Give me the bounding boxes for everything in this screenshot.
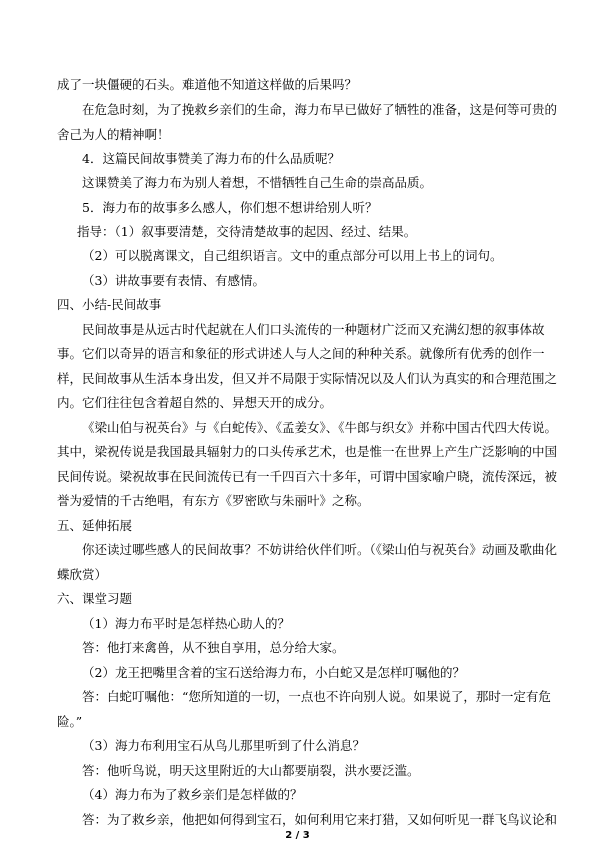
question-line: （1）海力布平时是怎样热心助人的？ xyxy=(82,616,290,631)
text-line: 蝶欣赏） xyxy=(57,567,108,582)
text-line: 其中，梁祝传说是我国最具辐射力的口头传承艺术，也是惟一在世界上产生广泛影响的中国 xyxy=(57,444,558,459)
text-line: 内。它们往往包含着超自然的、异想天开的成分。 xyxy=(57,395,333,410)
text-line: （3）讲故事要有表情、有感情。 xyxy=(82,273,265,288)
text-line: 指导：（1）叙事要清楚，交待清楚故事的起因、经过、结果。 xyxy=(77,224,417,239)
text-line: 民间传说。梁祝故事在民间流传已有一千四百六十多年，可谓中国家喻户晓，流传深远，被 xyxy=(57,469,558,484)
text-line: 成了一块僵硬的石头。难道他不知道这样做的后果吗？ xyxy=(57,77,358,92)
text-line: （2）可以脱离课文，自己组织语言。文中的重点部分可以用上书上的词句。 xyxy=(82,248,503,263)
text-line: 样，民间故事从生活本身出发，但又并不局限于实际情况以及人们认为真实的和合理范围之 xyxy=(57,371,558,386)
text-line: 《梁山伯与祝英台》与《白蛇传》、《孟姜女》、《牛郎与织女》并称中国古代四大传说。 xyxy=(82,420,558,435)
answer-line: 答：为了救乡亲，他把如何得到宝石，如何利用它来打猎，又如何听见一群飞鸟议论和 xyxy=(82,812,558,827)
answer-line: 答：白蛇叮嘱他：“您所知道的一切，一点也不许向别人说。如果说了，那时一定有危 xyxy=(82,689,551,704)
answer-line: 险。” xyxy=(57,714,83,729)
section-heading: 五、延伸拓展 xyxy=(57,518,133,533)
answer-line: 答：他听鸟说，明天这里附近的大山都要崩裂，洪水要泛滥。 xyxy=(82,763,420,778)
text-line: 在危急时刻，为了挽救乡亲们的生命，海力布早已做好了牺牲的准备，这是何等可贵的 xyxy=(82,102,558,117)
page-number: 2 / 3 xyxy=(285,830,310,841)
text-line: 民间故事是从远古时代起就在人们口头流传的一种题材广泛而又充满幻想的叙事体故 xyxy=(82,322,545,337)
text-line: 4．这篇民间故事赞美了海力布的什么品质呢？ xyxy=(82,151,340,166)
section-heading: 四、小结-民间故事 xyxy=(57,297,162,312)
text-line: 舍己为人的精神啊！ xyxy=(57,127,170,142)
answer-line: 答：他打来禽兽，从不独自享用，总分给大家。 xyxy=(82,640,345,655)
question-line: （2）龙王把嘴里含着的宝石送给海力布，小白蛇又是怎样叮嘱他的？ xyxy=(82,665,465,680)
section-heading: 六、课堂习题 xyxy=(57,591,133,606)
text-line: 这课赞美了海力布为别人着想，不惜牺牲自己生命的崇高品质。 xyxy=(82,175,433,190)
question-line: （3）海力布利用宝石从鸟儿那里听到了什么消息？ xyxy=(82,738,365,753)
text-line: 5．海力布的故事多么感人，你们想不想讲给别人听？ xyxy=(82,200,378,215)
text-line: 你还读过哪些感人的民间故事？不妨讲给伙伴们听。（《梁山伯与祝英台》动画及歌曲化 xyxy=(82,542,558,557)
text-line: 誉为爱情的千古绝唱，有东方《罗密欧与朱丽叶》之称。 xyxy=(57,493,370,508)
text-line: 事。它们以奇异的语言和象征的形式讲述人与人之间的种种关系。就像所有优秀的创作一 xyxy=(57,346,545,361)
question-line: （4）海力布为了救乡亲们是怎样做的？ xyxy=(82,787,303,802)
